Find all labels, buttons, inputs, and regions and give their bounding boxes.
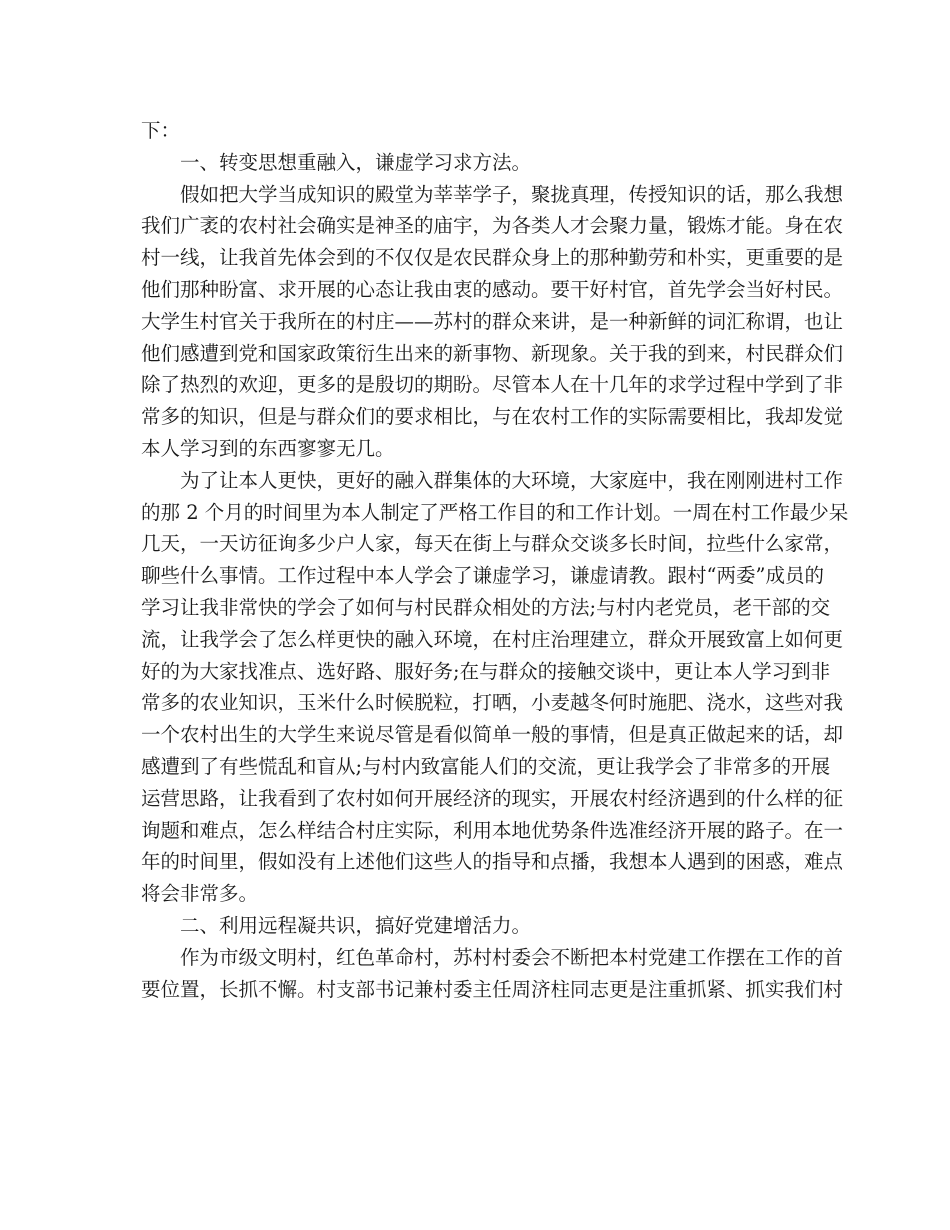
paragraph-line: 感遭到了有些慌乱和盲从;与村内致富能人们的交流，更让我学会了非常多的开展 <box>141 754 831 778</box>
paragraph-line: 我们广袤的农村社会确实是神圣的庙宇，为各类人才会聚力量，锻炼才能。身在农 <box>141 214 844 238</box>
paragraph-line: 为了让本人更快，更好的融入群集体的大环境，大家庭中，我在刚刚进村工作 <box>180 468 844 492</box>
paragraph-line: 的那 2 个月的时间里为本人制定了严格工作目的和工作计划。一周在村工作最少呆 <box>141 500 849 524</box>
paragraph-line: 作为市级文明村，红色革命村，苏村村委会不断把本村党建工作摆在工作的首 <box>180 945 844 969</box>
paragraph-line: 流，让我学会了怎么样更快的融入环境，在村庄治理建立，群众开展致富上如何更 <box>141 627 844 651</box>
paragraph-line: 好的为大家找准点、选好路、服好务;在与群众的接触交谈中，更让本人学习到非 <box>141 659 831 683</box>
paragraph-line: 假如把大学当成知识的殿堂为莘莘学子，聚拢真理，传授知识的话，那么我想 <box>180 182 844 206</box>
paragraph-line: 询题和难点，怎么样结合村庄实际，利用本地优势条件选准经济开展的路子。在一 <box>141 818 844 842</box>
paragraph-line: 村一线，让我首先体会到的不仅仅是农民群众身上的那种勤劳和朴实，更重要的是 <box>141 246 844 270</box>
paragraph-line: 几天，一天访征询多少户人家，每天在街上与群众交谈多长时间，拉些什么家常， <box>141 532 844 556</box>
text-line: 下： <box>141 119 181 142</box>
section-heading-1: 一、转变思想重融入，谦虚学习求方法。 <box>180 150 532 174</box>
paragraph-line: 常多的知识，但是与群众们的要求相比，与在农村工作的实际需要相比，我却发觉 <box>141 405 844 429</box>
paragraph-line: 聊些什么事情。工作过程中本人学会了谦虚学习，谦虚请教。跟村“两委”成员的 <box>141 564 824 588</box>
paragraph-line: 除了热烈的欢迎，更多的是殷切的期盼。尽管本人在十几年的求学过程中学到了非 <box>141 373 844 397</box>
paragraph-line: 本人学习到的东西寥寥无几。 <box>141 436 395 460</box>
paragraph-line: 他们那种盼富、求开展的心态让我由衷的感动。要干好村官，首先学会当好村民。 <box>141 277 844 301</box>
paragraph-line: 学习让我非常快的学会了如何与村民群众相处的方法;与村内老党员，老干部的交 <box>141 595 831 619</box>
paragraph-line: 他们感遭到党和国家政策衍生出来的新事物、新现象。关于我的到来，村民群众们 <box>141 341 844 365</box>
paragraph-line: 将会非常多。 <box>141 882 259 906</box>
paragraph-line: 要位置，长抓不懈。村支部书记兼村委主任周济柱同志更是注重抓紧、抓实我们村 <box>141 977 844 1001</box>
paragraph-line: 一个农村出生的大学生来说尽管是看似简单一般的事情，但是真正做起来的话，却 <box>141 723 844 747</box>
paragraph-line: 常多的农业知识，玉米什么时候脱粒，打晒，小麦越冬何时施肥、浇水，这些对我 <box>141 691 844 715</box>
paragraph-line: 年的时间里，假如没有上述他们这些人的指导和点播，我想本人遇到的困惑，难点 <box>141 850 844 874</box>
document-body <box>141 115 849 1005</box>
paragraph-line: 大学生村官关于我所在的村庄——苏村的群众来讲，是一种新鲜的词汇称谓，也让 <box>141 309 844 333</box>
section-heading-2: 二、利用远程凝共识，搞好党建增活力。 <box>180 913 532 937</box>
paragraph-line: 运营思路，让我看到了农村如何开展经济的现实，开展农村经济遇到的什么样的征 <box>141 786 844 810</box>
